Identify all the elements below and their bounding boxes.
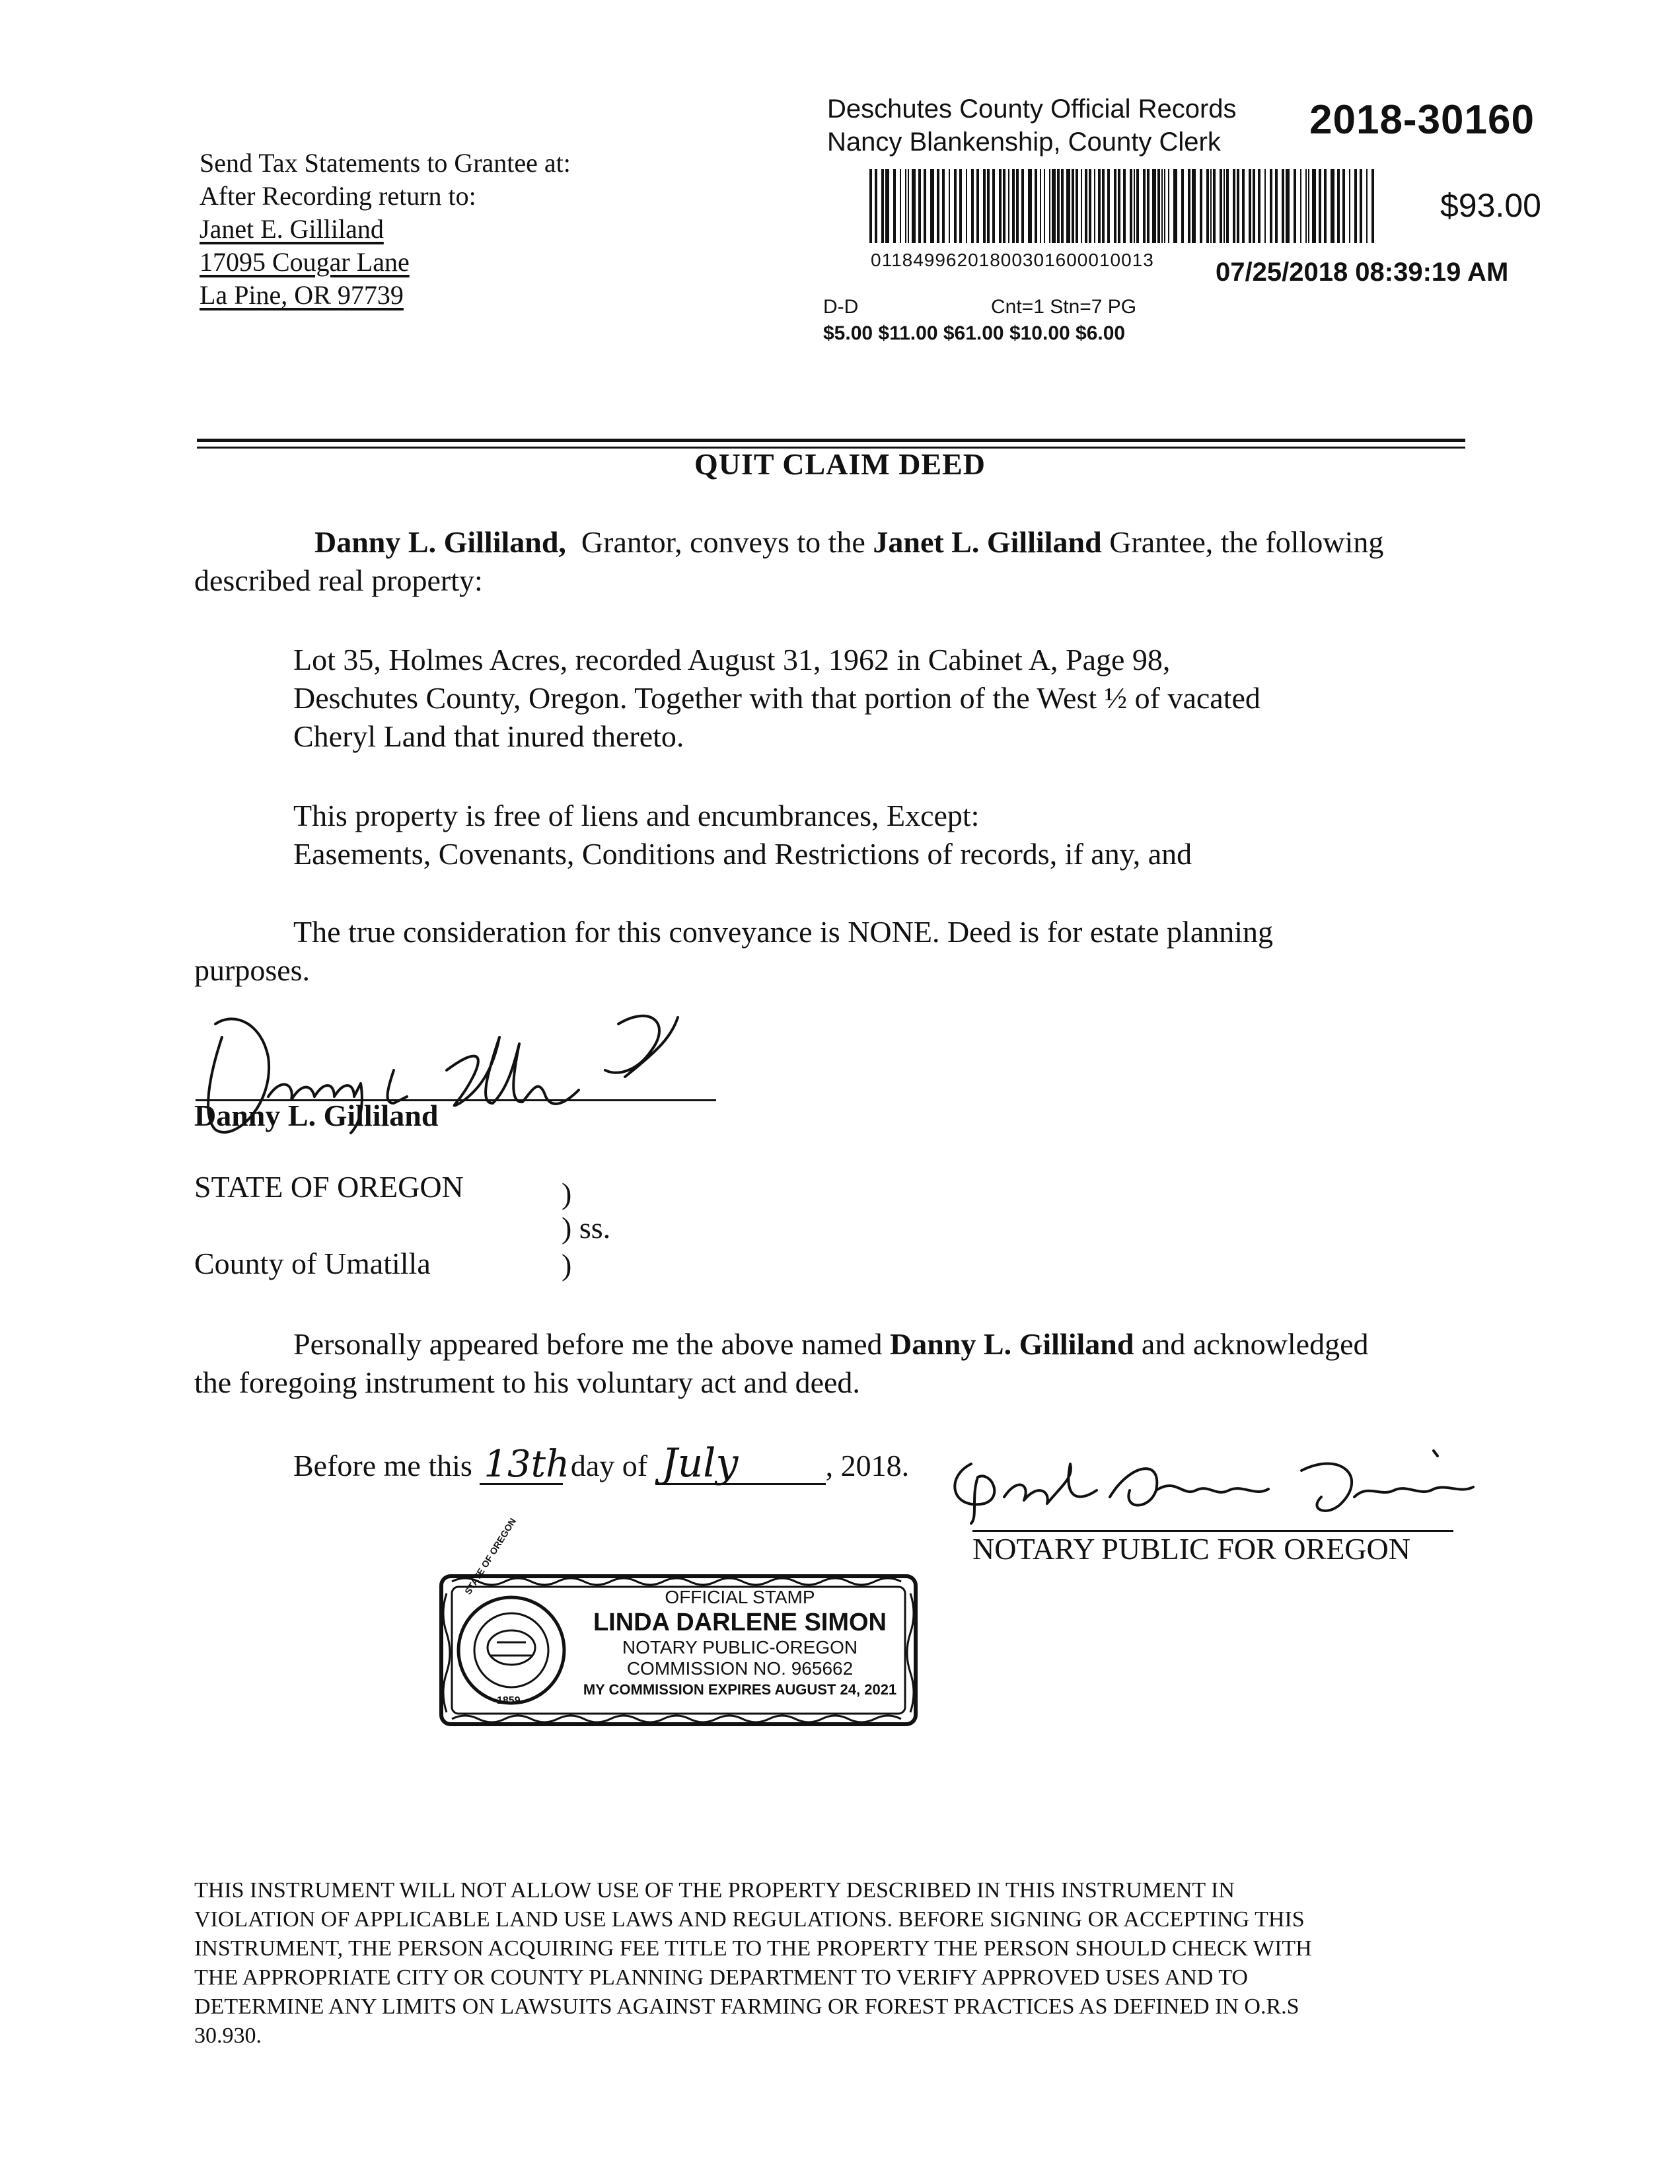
consideration-line-1: The true consideration for this conveyance is NONE. Deed is for estate planning <box>293 915 1274 949</box>
legal-description-3: Cheryl Land that inured thereto. <box>293 719 684 753</box>
return-name: Janet E. Gilliland <box>200 214 384 244</box>
after-recording-line: After Recording return to: <box>200 181 476 211</box>
day-of-text: day of <box>570 1449 648 1482</box>
venue-ss: ) ss. <box>562 1211 611 1245</box>
legal-description-2: Deschutes County, Oregon. Together with that portion of the West ½ of vacated <box>293 681 1260 715</box>
return-address-block <box>200 147 571 312</box>
acknowledgment-line-1 <box>293 1325 1369 1364</box>
page-title: QUIT CLAIM DEED <box>694 447 986 481</box>
venue-county: County of Umatilla <box>194 1247 431 1280</box>
venue-paren-1: ) <box>562 1177 572 1210</box>
return-city: La Pine, OR 97739 <box>200 280 404 310</box>
ack-name: Danny L. Gilliland <box>890 1327 1134 1361</box>
stamp-notary-state: NOTARY PUBLIC-OREGON <box>622 1637 858 1657</box>
fee-breakdown: $5.00 $11.00 $61.00 $10.00 $6.00 <box>823 322 1126 344</box>
conveyance-line <box>314 523 1383 562</box>
recording-office: Deschutes County Official Records <box>827 94 1237 124</box>
venue-paren-3: ) <box>562 1248 572 1282</box>
legal-description-1: Lot 35, Holmes Acres, recorded August 31, 1962 in Cabinet A, Page 98, <box>293 643 1171 676</box>
stamp-notary-name: LINDA DARLENE SIMON <box>593 1609 887 1636</box>
seal-year: 1859 <box>497 1695 521 1706</box>
before-me-text: Before me this <box>293 1449 472 1482</box>
ack-text-b: and acknowledged <box>1141 1327 1369 1361</box>
grantor-name: Danny L. Gilliland, <box>314 525 566 559</box>
notary-stamp <box>439 1515 918 1727</box>
stamp-official: OFFICIAL STAMP <box>665 1587 815 1607</box>
title-rule-top <box>197 439 1465 442</box>
day-blank <box>480 1443 570 1486</box>
tax-statement-line: Send Tax Statements to Grantee at: <box>200 148 571 178</box>
county-clerk: Nancy Blankenship, County Clerk <box>827 127 1221 157</box>
ack-text-a: Personally appeared before me the above named <box>293 1327 883 1361</box>
recording-fee: $93.00 <box>1440 187 1541 224</box>
seal-text: STATE OF OREGON <box>462 1515 519 1597</box>
notary-signature <box>931 1438 1486 1530</box>
consideration-line-2: purposes. <box>194 953 310 987</box>
recording-office-block <box>827 92 1237 159</box>
document-code: D-D <box>823 296 859 318</box>
disclaimer-line: THE APPROPRIATE CITY OR COUNTY PLANNING DEPARTMENT TO VERIFY APPROVED USES AND TO <box>194 1965 1248 1990</box>
document-number: 2018-30160 <box>1309 97 1535 143</box>
grantee-tail: Grantee, the following <box>1109 525 1384 559</box>
liens-line-1: This property is free of liens and encumbrances, Except: <box>293 799 980 832</box>
disclaimer-line: DETERMINE ANY LIMITS ON LAWSUITS AGAINST FARMING OR FOREST PRACTICES AS DEFINED IN O.R.S <box>194 1994 1299 2019</box>
return-street: 17095 Cougar Lane <box>200 247 410 277</box>
venue-state: STATE OF OREGON <box>194 1170 464 1204</box>
disclaimer-line: THIS INSTRUMENT WILL NOT ALLOW USE OF THE PROPERTY DESCRIBED IN THIS INSTRUMENT IN <box>194 1878 1235 1903</box>
disclaimer-line: VIOLATION OF APPLICABLE LAND USE LAWS AND REGULATIONS. BEFORE SIGNING OR ACCEPTING THIS <box>194 1907 1305 1932</box>
barcode <box>869 169 1378 243</box>
disclaimer-line: INSTRUMENT, THE PERSON ACQUIRING FEE TITLE TO THE PROPERTY THE PERSON SHOULD CHECK WITH <box>194 1936 1312 1961</box>
month-handwritten: July <box>661 1440 739 1486</box>
conveys-text: Grantor, conveys to the <box>581 525 865 559</box>
recording-datetime: 07/25/2018 08:39:19 AM <box>1216 258 1509 287</box>
before-me-line <box>293 1440 910 1486</box>
land-use-disclaimer <box>194 1876 1312 2051</box>
liens-line-2: Easements, Covenants, Conditions and Restrictions of records, if any, and <box>293 837 1192 871</box>
barcode-number: 01184996201800301600010013 <box>871 250 1154 270</box>
signer-name: Danny L. Gilliland <box>194 1099 439 1132</box>
year-text: , 2018. <box>825 1449 910 1482</box>
page-counts: Cnt=1 Stn=7 PG <box>991 296 1137 318</box>
month-blank <box>655 1440 826 1486</box>
stamp-text-block <box>575 1587 905 1700</box>
day-handwritten: 13th <box>484 1443 570 1486</box>
notary-title: NOTARY PUBLIC FOR OREGON <box>972 1532 1410 1566</box>
disclaimer-line: 30.930. <box>194 2023 262 2048</box>
stamp-expiration: MY COMMISSION EXPIRES AUGUST 24, 2021 <box>583 1681 897 1698</box>
stamp-commission: COMMISSION NO. 965662 <box>626 1658 854 1679</box>
grantee-name: Janet L. Gilliland <box>873 525 1102 559</box>
acknowledgment-line-2: the foregoing instrument to his voluntary act and deed. <box>194 1365 860 1399</box>
conveyance-line-2: described real property: <box>194 564 483 597</box>
